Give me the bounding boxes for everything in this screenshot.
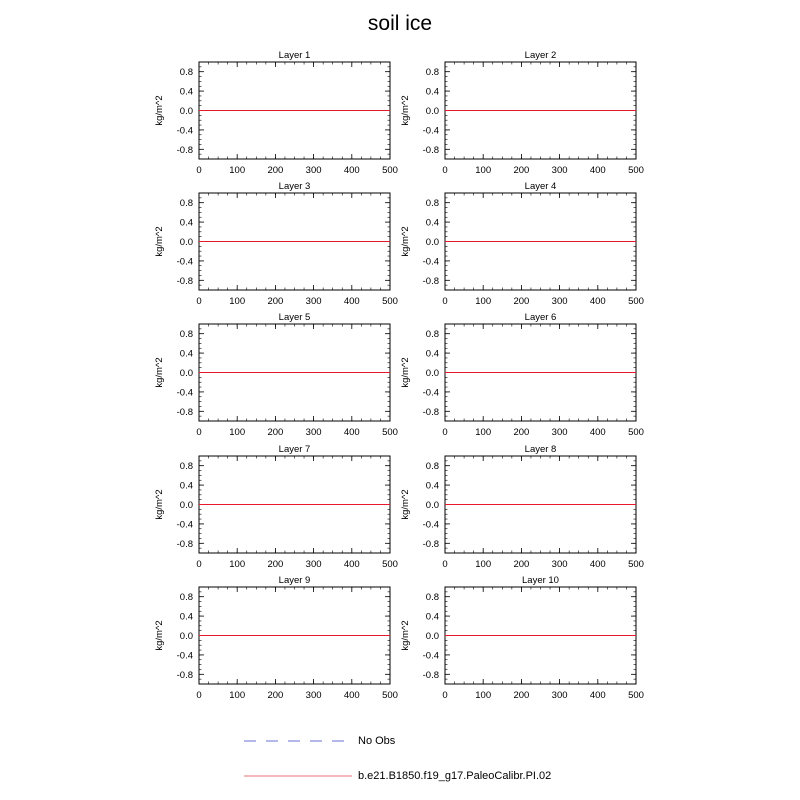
panel-1-xtick-label-4: 400 — [343, 165, 360, 176]
panel-4-ytick-label-3: -0.4 — [422, 256, 439, 268]
panel-3-xtick-label-4: 400 — [343, 296, 360, 307]
panel-9-ytick-label-1: 0.4 — [179, 611, 193, 623]
panel-7-xtick-label-1: 100 — [229, 559, 246, 570]
panel-8-xtick-label-0: 0 — [442, 559, 448, 570]
panel-5-xtick-label-4: 400 — [343, 427, 360, 438]
panel-6-ylabel: kg/m^2 — [400, 357, 411, 388]
panel-8-ytick-label-3: -0.4 — [422, 519, 439, 531]
panel-4-xtick-label-3: 300 — [551, 296, 568, 307]
panel-2-ytick-label-3: -0.4 — [422, 125, 439, 137]
panel-8-xtick-label-2: 200 — [513, 559, 530, 570]
panel-9-ytick-label-3: -0.4 — [176, 650, 193, 662]
panel-3-title: Layer 3 — [278, 181, 311, 192]
panel-4-xtick-label-1: 100 — [475, 296, 492, 307]
panel-8-ylabel: kg/m^2 — [400, 489, 411, 520]
panel-7 — [154, 444, 398, 570]
panel-4-title: Layer 4 — [524, 181, 557, 192]
panel-4-ytick-label-0: 0.8 — [425, 198, 439, 210]
panel-6-ytick-label-3: -0.4 — [422, 387, 439, 399]
panel-2-ytick-label-4: -0.8 — [422, 144, 439, 156]
panel-1-ytick-label-2: 0.0 — [179, 106, 193, 117]
panel-10-xtick-label-3: 300 — [551, 690, 568, 701]
panel-2-xtick-label-2: 200 — [513, 165, 530, 176]
panel-6-title: Layer 6 — [524, 312, 557, 323]
panel-1-ytick-label-3: -0.4 — [176, 125, 193, 137]
panel-5-ytick-label-1: 0.4 — [179, 348, 193, 360]
panel-4-ytick-label-1: 0.4 — [425, 217, 439, 229]
panel-9-xtick-label-2: 200 — [267, 690, 284, 701]
panel-10-ytick-label-3: -0.4 — [422, 650, 439, 662]
panel-1-ylabel: kg/m^2 — [154, 95, 165, 126]
panel-9-xtick-label-4: 400 — [343, 690, 360, 701]
panel-3 — [154, 181, 398, 307]
panel-9-xtick-label-0: 0 — [196, 690, 202, 701]
panel-10-ytick-label-2: 0.0 — [425, 631, 439, 642]
panel-4-xtick-label-0: 0 — [442, 296, 448, 307]
panel-7-ytick-label-1: 0.4 — [179, 480, 193, 492]
panel-3-ytick-label-2: 0.0 — [179, 237, 193, 248]
panel-5-ylabel: kg/m^2 — [154, 357, 165, 388]
panel-7-xtick-label-5: 500 — [382, 559, 398, 570]
panel-8-xtick-label-3: 300 — [551, 559, 568, 570]
panel-6-ytick-label-0: 0.8 — [425, 329, 439, 341]
panel-8-xtick-label-1: 100 — [475, 559, 492, 570]
panel-2-xtick-label-4: 400 — [589, 165, 606, 176]
panel-5-ytick-label-4: -0.8 — [176, 406, 193, 418]
panel-9-xtick-label-5: 500 — [382, 690, 398, 701]
panel-4-ytick-label-4: -0.8 — [422, 275, 439, 287]
panel-10-xtick-label-2: 200 — [513, 690, 530, 701]
panel-1-xtick-label-0: 0 — [196, 165, 202, 176]
panel-5-xtick-label-1: 100 — [229, 427, 246, 438]
panel-7-ytick-label-4: -0.8 — [176, 538, 193, 550]
panel-1-xtick-label-2: 200 — [267, 165, 284, 176]
panel-4 — [400, 181, 644, 307]
panel-3-ytick-label-1: 0.4 — [179, 217, 193, 229]
panel-2-xtick-label-0: 0 — [442, 165, 448, 176]
panel-3-ylabel: kg/m^2 — [154, 226, 165, 257]
panel-8 — [400, 444, 644, 570]
panel-7-ytick-label-3: -0.4 — [176, 519, 193, 531]
panel-1-ytick-label-4: -0.8 — [176, 144, 193, 156]
panel-7-ytick-label-2: 0.0 — [179, 500, 193, 511]
panel-6-ytick-label-1: 0.4 — [425, 348, 439, 360]
panel-1 — [154, 50, 398, 176]
panel-9-ytick-label-0: 0.8 — [179, 592, 193, 604]
panel-7-ytick-label-0: 0.8 — [179, 461, 193, 473]
panel-8-ytick-label-0: 0.8 — [425, 461, 439, 473]
panel-2-ytick-label-2: 0.0 — [425, 106, 439, 117]
panel-6-ytick-label-4: -0.8 — [422, 406, 439, 418]
panel-2-xtick-label-1: 100 — [475, 165, 492, 176]
panel-10-ylabel: kg/m^2 — [400, 620, 411, 651]
panel-1-xtick-label-3: 300 — [305, 165, 322, 176]
panel-9-ylabel: kg/m^2 — [154, 620, 165, 651]
legend-model-label: b.e21.B1850.f19_g17.PaleoCalibr.PI.02 — [358, 770, 552, 782]
panel-8-ytick-label-2: 0.0 — [425, 500, 439, 511]
panel-10-xtick-label-4: 400 — [589, 690, 606, 701]
panel-1-ytick-label-1: 0.4 — [179, 86, 193, 98]
panel-2-ytick-label-1: 0.4 — [425, 86, 439, 98]
panel-5-ytick-label-3: -0.4 — [176, 387, 193, 399]
panel-1-title: Layer 1 — [278, 50, 311, 61]
panel-6-xtick-label-3: 300 — [551, 427, 568, 438]
panel-6-xtick-label-4: 400 — [589, 427, 606, 438]
panel-2 — [400, 50, 644, 176]
panel-9-xtick-label-1: 100 — [229, 690, 246, 701]
panel-3-ytick-label-3: -0.4 — [176, 256, 193, 268]
panel-7-xtick-label-3: 300 — [305, 559, 322, 570]
panel-1-ytick-label-0: 0.8 — [179, 67, 193, 79]
panel-3-xtick-label-5: 500 — [382, 296, 398, 307]
panel-7-xtick-label-4: 400 — [343, 559, 360, 570]
panel-8-ytick-label-1: 0.4 — [425, 480, 439, 492]
panel-5-xtick-label-5: 500 — [382, 427, 398, 438]
panel-10-xtick-label-5: 500 — [628, 690, 644, 701]
legend-obs-label: No Obs — [358, 735, 396, 747]
panel-5-xtick-label-0: 0 — [196, 427, 202, 438]
panel-9-xtick-label-3: 300 — [305, 690, 322, 701]
panel-10-ytick-label-4: -0.8 — [422, 669, 439, 681]
panel-9-ytick-label-4: -0.8 — [176, 669, 193, 681]
panel-2-xtick-label-5: 500 — [628, 165, 644, 176]
panel-3-ytick-label-0: 0.8 — [179, 198, 193, 210]
panel-4-xtick-label-4: 400 — [589, 296, 606, 307]
panel-6-xtick-label-5: 500 — [628, 427, 644, 438]
panel-10-xtick-label-1: 100 — [475, 690, 492, 701]
panel-5-title: Layer 5 — [278, 312, 311, 323]
panel-6-xtick-label-0: 0 — [442, 427, 448, 438]
panel-4-xtick-label-2: 200 — [513, 296, 530, 307]
panel-3-xtick-label-1: 100 — [229, 296, 246, 307]
panel-8-xtick-label-4: 400 — [589, 559, 606, 570]
panel-5-ytick-label-0: 0.8 — [179, 329, 193, 341]
panel-3-ytick-label-4: -0.8 — [176, 275, 193, 287]
panel-9-ytick-label-2: 0.0 — [179, 631, 193, 642]
panel-7-title: Layer 7 — [278, 444, 311, 455]
panel-4-ytick-label-2: 0.0 — [425, 237, 439, 248]
panel-6 — [400, 312, 644, 438]
panel-9-title: Layer 9 — [278, 575, 311, 586]
panel-3-xtick-label-2: 200 — [267, 296, 284, 307]
panel-2-xtick-label-3: 300 — [551, 165, 568, 176]
panel-1-xtick-label-5: 500 — [382, 165, 398, 176]
panel-10-ytick-label-0: 0.8 — [425, 592, 439, 604]
panel-8-title: Layer 8 — [524, 444, 557, 455]
panel-1-xtick-label-1: 100 — [229, 165, 246, 176]
panel-8-xtick-label-5: 500 — [628, 559, 644, 570]
page-title: soil ice — [367, 12, 433, 35]
panel-5 — [154, 312, 398, 438]
panel-3-xtick-label-0: 0 — [196, 296, 202, 307]
panel-10-xtick-label-0: 0 — [442, 690, 448, 701]
panel-2-ylabel: kg/m^2 — [400, 95, 411, 126]
panel-6-xtick-label-1: 100 — [475, 427, 492, 438]
panel-5-xtick-label-2: 200 — [267, 427, 284, 438]
panel-10-title: Layer 10 — [522, 575, 559, 586]
panel-6-xtick-label-2: 200 — [513, 427, 530, 438]
panel-4-xtick-label-5: 500 — [628, 296, 644, 307]
panel-10-ytick-label-1: 0.4 — [425, 611, 439, 623]
panel-5-ytick-label-2: 0.0 — [179, 368, 193, 379]
panel-8-ytick-label-4: -0.8 — [422, 538, 439, 550]
panel-7-xtick-label-0: 0 — [196, 559, 202, 570]
panel-4-ylabel: kg/m^2 — [400, 226, 411, 257]
panel-7-ylabel: kg/m^2 — [154, 489, 165, 520]
panel-2-ytick-label-0: 0.8 — [425, 67, 439, 79]
panel-6-ytick-label-2: 0.0 — [425, 368, 439, 379]
panel-2-title: Layer 2 — [524, 50, 557, 61]
panel-9 — [154, 575, 398, 701]
panel-10 — [400, 575, 644, 701]
panel-5-xtick-label-3: 300 — [305, 427, 322, 438]
panel-3-xtick-label-3: 300 — [305, 296, 322, 307]
panel-7-xtick-label-2: 200 — [267, 559, 284, 570]
